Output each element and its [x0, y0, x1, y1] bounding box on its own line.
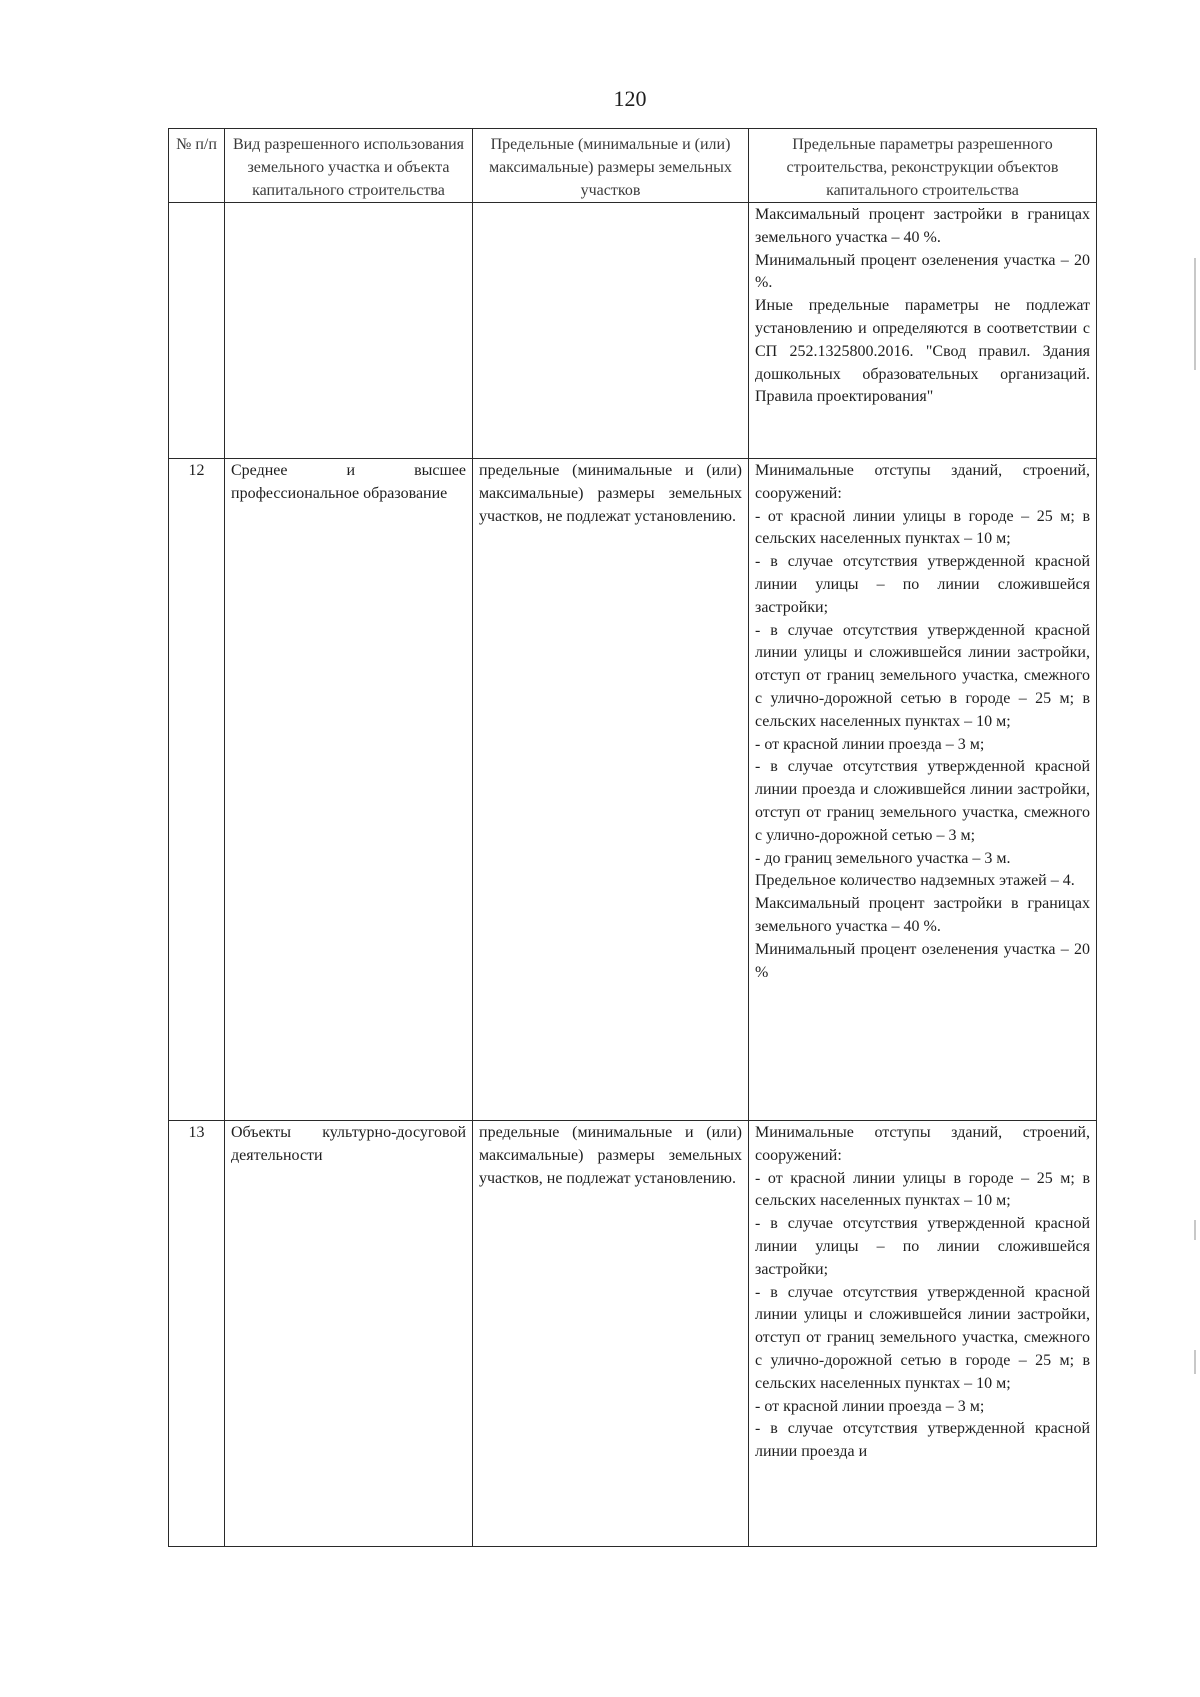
param-line: Минимальный процент озеленения участка – 20 %. [755, 251, 1090, 292]
row-type: Среднее и высшее профессиональное образование [225, 459, 473, 1121]
header-params: Предельные параметры разрешенного строительства, реконструкции объектов капитального строительства [749, 129, 1097, 203]
row-num [169, 203, 225, 459]
param-line: Минимальные отступы зданий, строений, сооружений: [755, 462, 1090, 502]
page-number: 120 [613, 86, 647, 111]
header-size: Предельные (минимальные и (или) максимальные) размеры земельных участков [473, 129, 749, 203]
scan-edge-mark [1194, 1220, 1196, 1240]
scan-edge-mark [1194, 1350, 1196, 1374]
row-params [749, 203, 1097, 459]
param-line: - от красной линии улицы в городе – 25 м; в сельских населенных пунктах – 10 м; [755, 507, 1090, 548]
param-line: - в случае отсутствия утвержденной красной линии улицы и сложившейся линии застройки, отступ от границ земельного участка, смежного с улично-дорожной сетью в городе – 25 м; в сельских населенных пунктах – 10 м; [755, 1283, 1090, 1392]
param-line: - в случае отсутствия утвержденной красной линии проезда и сложившейся линии застройки, отступ от границ земельного участка, смежного с улично-дорожной сетью – 3 м; [755, 758, 1090, 844]
row-size: предельные (минимальные и (или) максимальные) размеры земельных участков, не подлежат установлению. [473, 1121, 749, 1547]
param-line: - от красной линии проезда – 3 м; [755, 1397, 985, 1415]
header-type: Вид разрешенного использования земельного участка и объекта капитального строительства [225, 129, 473, 203]
row-type: Объекты культурно-досуговой деятельности [225, 1121, 473, 1547]
param-line: - в случае отсутствия утвержденной красной линии проезда и [755, 1420, 1090, 1461]
row-params [749, 1121, 1097, 1547]
param-line: - от красной линии улицы в городе – 25 м; в сельских населенных пунктах – 10 м; [755, 1169, 1090, 1210]
param-line: - в случае отсутствия утвержденной красной линии улицы – по линии сложившейся застройки; [755, 553, 1090, 616]
param-line: Максимальный процент застройки в границах земельного участка – 40 %. [755, 206, 1090, 246]
scan-edge-mark [1194, 258, 1196, 370]
row-size [473, 203, 749, 459]
row-type [225, 203, 473, 459]
table-header-row [169, 129, 1097, 203]
row-params [749, 459, 1097, 1121]
row-size: предельные (минимальные и (или) максимальные) размеры земельных участков, не подлежат установлению. [473, 459, 749, 1121]
param-line: Предельное количество надземных этажей – 4. [755, 872, 1075, 890]
regulations-table [168, 128, 1097, 1547]
param-line: Минимальный процент озеленения участка – 20 % [755, 940, 1090, 981]
table-row [169, 459, 1097, 1121]
row-num: 13 [169, 1121, 225, 1547]
param-line: - в случае отсутствия утвержденной красной линии улицы – по линии сложившейся застройки; [755, 1215, 1090, 1278]
param-line: Иные предельные параметры не подлежат установлению и определяются в соответствии с СП 252.1325800.2016. "Свод правил. Здания дошкольных образовательных организаций. Правила проектирования" [755, 297, 1090, 406]
header-num: № п/п [169, 129, 225, 203]
param-line: - в случае отсутствия утвержденной красной линии улицы и сложившейся линии застройки, отступ от границ земельного участка, смежного с улично-дорожной сетью в городе – 25 м; в сельских населенных пунктах – 10 м; [755, 621, 1090, 730]
param-line: Минимальные отступы зданий, строений, сооружений: [755, 1124, 1090, 1164]
row-num: 12 [169, 459, 225, 1121]
param-line: - до границ земельного участка – 3 м. [755, 849, 1011, 867]
table-row [169, 203, 1097, 459]
table-row [169, 1121, 1097, 1547]
param-line: Максимальный процент застройки в границах земельного участка – 40 %. [755, 895, 1090, 935]
param-line: - от красной линии проезда – 3 м; [755, 735, 985, 753]
